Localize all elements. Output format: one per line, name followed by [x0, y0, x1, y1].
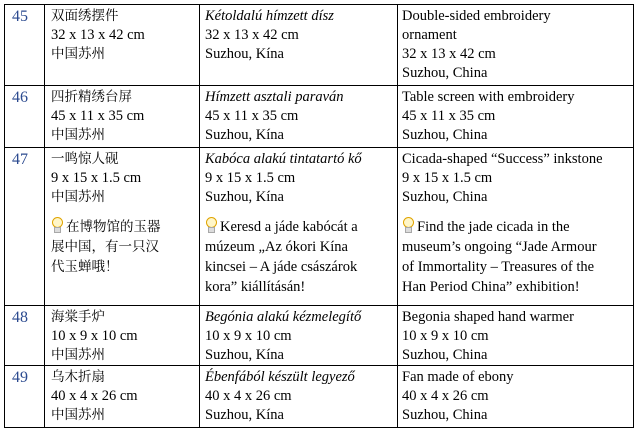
lightbulb-icon — [51, 217, 62, 233]
item-place-en: Suzhou, China — [402, 407, 488, 423]
item-title-en-cont: ornament — [402, 27, 457, 43]
item-title-zh: 双面绣摆件 — [51, 8, 119, 24]
chinese-cell — [45, 366, 200, 427]
table-row — [4, 366, 634, 428]
item-title-hu: Kétoldalú hímzett dísz — [205, 8, 334, 24]
hungarian-cell — [200, 306, 398, 365]
item-place-zh: 中国苏州 — [51, 189, 105, 205]
tip-zh — [51, 217, 195, 277]
english-cell — [398, 366, 633, 427]
item-place-hu: Suzhou, Kína — [205, 46, 284, 62]
item-dims-hu: 10 x 9 x 10 cm — [205, 328, 292, 344]
item-dims-en: 9 x 15 x 1.5 cm — [402, 170, 493, 186]
item-dims-hu: 9 x 15 x 1.5 cm — [205, 170, 296, 186]
tip-hu-line: kincsei – A jáde császárok — [205, 259, 358, 275]
catalog-table — [4, 4, 634, 428]
item-dims-en: 40 x 4 x 26 cm — [402, 388, 489, 404]
english-cell — [398, 148, 633, 305]
item-place-hu: Suzhou, Kína — [205, 127, 284, 143]
item-number: 48 — [5, 306, 45, 365]
tip-hu-line: Keresd a jáde kabócát a — [220, 219, 358, 235]
item-place-zh: 中国苏州 — [51, 407, 105, 423]
item-number: 49 — [5, 366, 45, 427]
tip-en-line: museum’s ongoing “Jade Armour — [402, 239, 597, 255]
item-place-zh: 中国苏州 — [51, 347, 105, 363]
chinese-cell — [45, 86, 200, 147]
item-dims-zh: 32 x 13 x 42 cm — [51, 27, 145, 43]
item-dims-zh: 45 x 11 x 35 cm — [51, 108, 145, 124]
item-title-hu: Kabóca alakú tintatartó kő — [205, 151, 362, 167]
item-dims-zh: 40 x 4 x 26 cm — [51, 388, 138, 404]
item-title-zh: 海棠手炉 — [51, 309, 105, 325]
item-place-hu: Suzhou, Kína — [205, 407, 284, 423]
tip-en-line: Han Period China” exhibition! — [402, 279, 580, 295]
item-dims-en: 10 x 9 x 10 cm — [402, 328, 489, 344]
table-row — [4, 306, 634, 366]
lightbulb-icon — [402, 217, 413, 233]
item-number: 47 — [5, 148, 45, 305]
item-title-en: Cicada-shaped “Success” inkstone — [402, 151, 603, 167]
tip-en — [402, 217, 629, 297]
tip-hu — [205, 217, 393, 297]
tip-zh-line: 展中国，有一只汉 — [51, 239, 159, 255]
item-place-hu: Suzhou, Kína — [205, 347, 284, 363]
item-title-en: Begonia shaped hand warmer — [402, 309, 574, 325]
item-title-hu: Begónia alakú kézmelegítő — [205, 309, 362, 325]
tip-en-line: Find the jade cicada in the — [417, 219, 570, 235]
item-title-zh: 乌木折扇 — [51, 369, 105, 385]
table-row — [4, 4, 634, 86]
tip-hu-line: múzeum „Az ókori Kína — [205, 239, 348, 255]
lightbulb-icon — [205, 217, 216, 233]
item-dims-en: 45 x 11 x 35 cm — [402, 108, 496, 124]
table-row — [4, 148, 634, 306]
item-place-zh: 中国苏州 — [51, 127, 105, 143]
hungarian-cell — [200, 366, 398, 427]
item-dims-hu: 32 x 13 x 42 cm — [205, 27, 299, 43]
item-dims-hu: 40 x 4 x 26 cm — [205, 388, 292, 404]
item-place-en: Suzhou, China — [402, 127, 488, 143]
chinese-cell — [45, 5, 200, 85]
item-place-en: Suzhou, China — [402, 65, 488, 81]
item-place-hu: Suzhou, Kína — [205, 189, 284, 205]
item-title-en: Fan made of ebony — [402, 369, 514, 385]
chinese-cell — [45, 306, 200, 365]
item-title-en: Double-sided embroidery — [402, 8, 551, 24]
tip-zh-line: 代玉蝉哦！ — [51, 259, 119, 275]
item-number: 45 — [5, 5, 45, 85]
tip-zh-line: 在博物馆的玉器 — [66, 219, 161, 235]
item-title-zh: 四折精绣台屏 — [51, 89, 132, 105]
english-cell — [398, 5, 633, 85]
item-place-en: Suzhou, China — [402, 189, 488, 205]
chinese-cell — [45, 148, 200, 305]
item-dims-en: 32 x 13 x 42 cm — [402, 46, 496, 62]
item-number: 46 — [5, 86, 45, 147]
english-cell — [398, 306, 633, 365]
item-dims-zh: 9 x 15 x 1.5 cm — [51, 170, 142, 186]
item-title-zh: 一鸣惊人砚 — [51, 151, 119, 167]
hungarian-cell — [200, 148, 398, 305]
item-dims-hu: 45 x 11 x 35 cm — [205, 108, 299, 124]
table-row — [4, 86, 634, 148]
item-title-en: Table screen with embroidery — [402, 89, 575, 105]
tip-en-line: of Immortality – Treasures of the — [402, 259, 595, 275]
item-place-en: Suzhou, China — [402, 347, 488, 363]
item-dims-zh: 10 x 9 x 10 cm — [51, 328, 138, 344]
hungarian-cell — [200, 5, 398, 85]
item-title-hu: Ébenfából készült legyező — [205, 369, 355, 385]
tip-hu-line: kora” kiállításán! — [205, 279, 306, 295]
item-title-hu: Hímzett asztali paraván — [205, 89, 344, 105]
english-cell — [398, 86, 633, 147]
item-place-zh: 中国苏州 — [51, 46, 105, 62]
hungarian-cell — [200, 86, 398, 147]
